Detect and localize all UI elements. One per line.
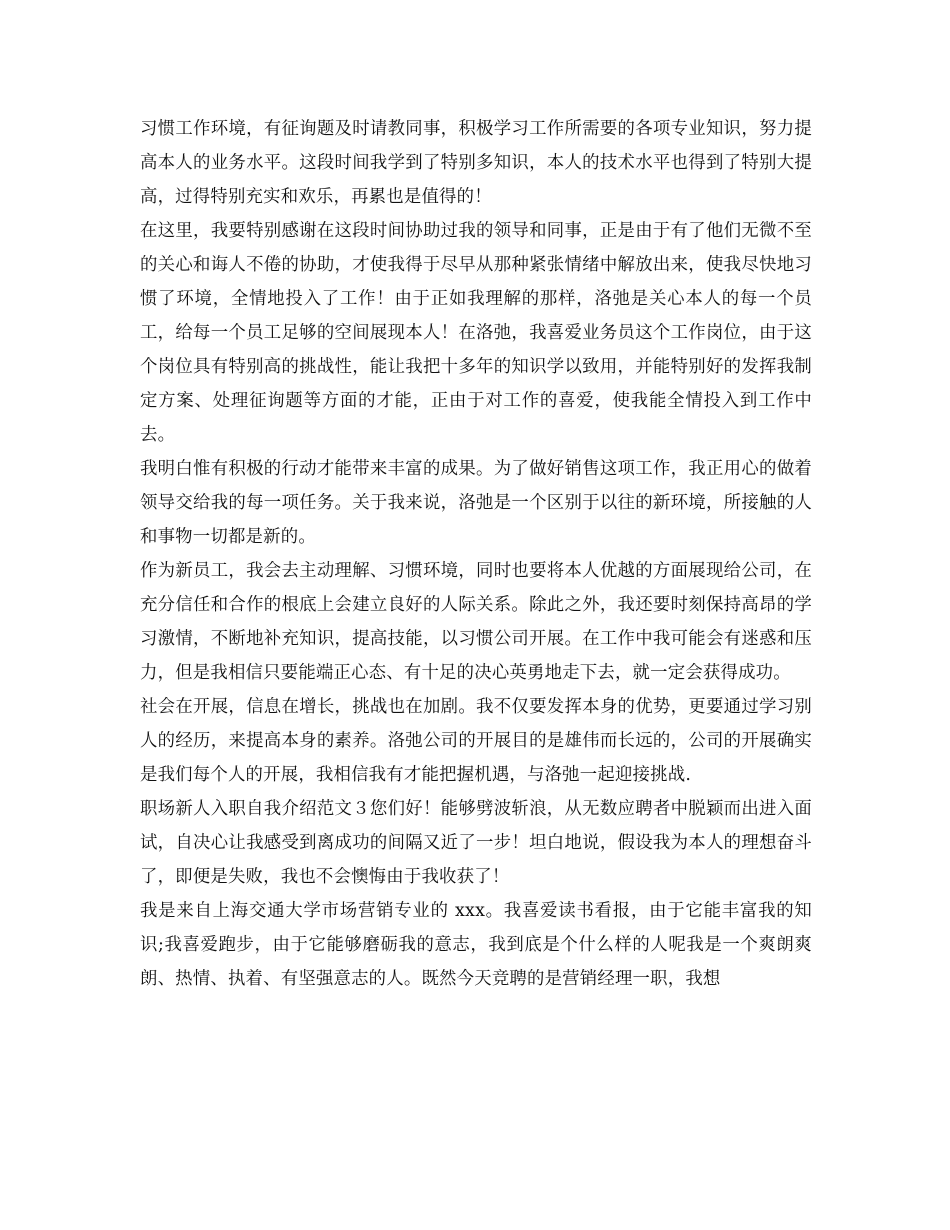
paragraph-2: 在这里，我要特别感谢在这段时间协助过我的领导和同事，正是由于有了他们无微不至的关心和诲人不倦的协助，才使我得于尽早从那种紧张情绪中解放出来，使我尽快地习惯了环境，全情地投入了工作！由于正如我理解的那样，洛弛是关心本人的每一个员工，给每一个员工足够的空间展现本人！在洛弛，我喜爱业务员这个工作岗位，由于这个岗位具有特别高的挑战性，能让我把十多年的知识学以致用，并能特别好的发挥我制定方案、处理征询题等方面的才能，正由于对工作的喜爱，使我能全情投入到工作中去。 xyxy=(140,221,812,445)
paragraph-5: 社会在开展，信息在增长，挑战也在加剧。我不仅要发挥本身的优势，更要通过学习别人的经历，来提高本身的素养。洛弛公司的开展目的是雄伟而长远的，公司的开展确实是我们每个人的开展，我相信我有才能把握机遇，与洛弛一起迎接挑战. xyxy=(140,697,812,785)
paragraph-7: 我是来自上海交通大学市场营销专业的 xxx。我喜爱读书看报，由于它能丰富我的知识;我喜爱跑步，由于它能够磨砺我的意志，我到底是个什么样的人呢我是一个爽朗爽朗、热情、执着、有坚强意志的人。既然今天竞聘的是营销经理一职，我想 xyxy=(140,901,812,989)
paragraph-3: 我明白惟有积极的行动才能带来丰富的成果。为了做好销售这项工作，我正用心的做着领导交给我的每一项任务。关于我来说，洛弛是一个区别于以往的新环境，所接触的人和事物一切都是新的。 xyxy=(140,459,812,547)
paragraph-1: 习惯工作环境，有征询题及时请教同事，积极学习工作所需要的各项专业知识，努力提高本人的业务水平。这段时间我学到了特别多知识，本人的技术水平也得到了特别大提高，过得特别充实和欢乐，再累也是值得的！ xyxy=(140,119,812,207)
document-body xyxy=(140,112,812,996)
paragraph-6: 职场新人入职自我介绍范文３您们好！能够劈波斩浪，从无数应聘者中脱颖而出进入面试，自决心让我感受到离成功的间隔又近了一步！坦白地说，假设我为本人的理想奋斗了，即便是失败，我也不会懊悔由于我收获了！ xyxy=(140,799,812,887)
paragraph-4: 作为新员工，我会去主动理解、习惯环境，同时也要将本人优越的方面展现给公司，在充分信任和合作的根底上会建立良好的人际关系。除此之外，我还要时刻保持高昂的学习激情，不断地补充知识，提高技能，以习惯公司开展。在工作中我可能会有迷惑和压力，但是我相信只要能端正心态、有十足的决心英勇地走下去，就一定会获得成功。 xyxy=(140,561,812,683)
